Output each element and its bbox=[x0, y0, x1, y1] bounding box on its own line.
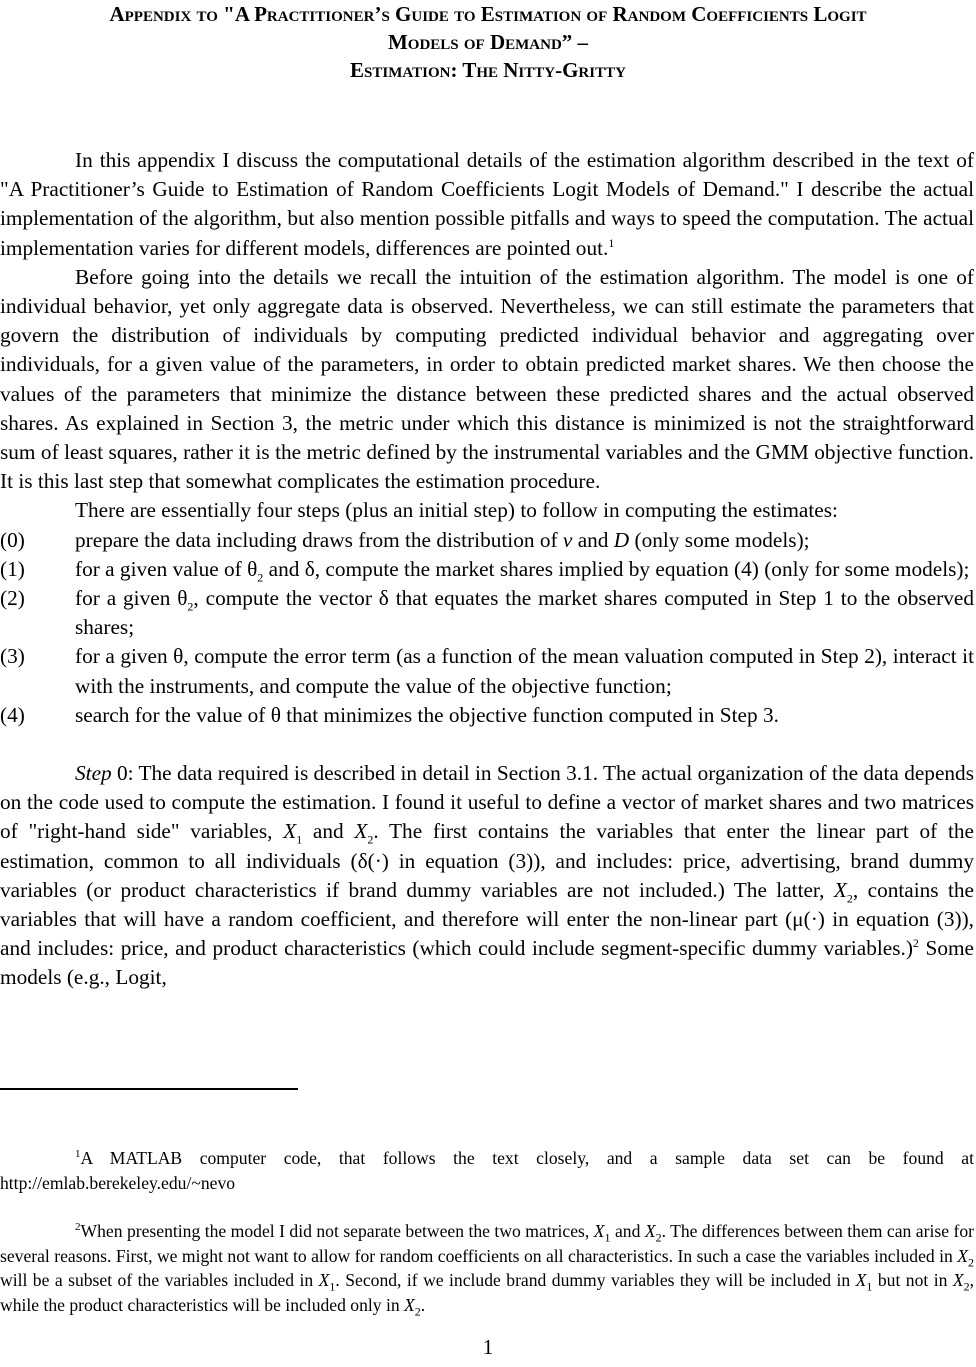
list-item: (4) search for the value of θ that minimizes the objective function computed in Step 3. bbox=[0, 702, 779, 727]
title-line-2: Models of Demand” – bbox=[387, 30, 589, 54]
footnote-ref-2: 2 bbox=[912, 936, 919, 951]
steps-intro: There are essentially four steps (plus an initial step) to follow in computing the estimates: bbox=[75, 498, 838, 523]
steps-list bbox=[0, 526, 974, 730]
list-item: (3) for a given θ, compute the error term (as a function of the mean valuation computed in Step 2), interact it with the instruments, and compute the value of the objective function; bbox=[0, 644, 974, 698]
title-line-1: Appendix to "A Practitioner’s Guide to Estimation of Random Coefficients Logit bbox=[109, 2, 867, 26]
footnote-ref-1: 1 bbox=[608, 235, 615, 250]
step0-paragraph: Step 0: The data required is described in detail in Section 3.1. The actual organization of the data depends on the code used to compute the estimation. I found it useful to define a vector of market shares and two matrices of "right-hand side" variables, $X_1$ and $X_2$. The first contains the variables that enter the linear part of the estimation, common to all individuals (δ(·) in equation (3)), and includes: price, advertising, brand dummy variables (or product characteristics if brand dummy variables are not included.) The latter, $X_2$, contains the variables that will have a random coefficient, and therefore will enter the non-linear part (μ(·) in equation (3)), and includes: price, and product characteristics (which could include segment-specific dummy variables.)$^2$ Some models (e.g., Logit, bbox=[0, 761, 974, 990]
appendix-title bbox=[0, 0, 976, 84]
footnote-1: $^1$A MATLAB computer code, that follows the text closely, and a sample data set can be found at http://emlab.berekeley.edu/~nevo bbox=[0, 1148, 974, 1193]
main-body bbox=[0, 146, 974, 993]
intro-paragraph: In this appendix I discuss the computational details of the estimation algorithm described in the text of "A Practitioner’s Guide to Estimation of Random Coefficients Logit Models of Demand." I describe the actual implementation of the algorithm, but also mention possible pitfalls and ways to speed the computation. The actual implementation varies for different models, differences are pointed out.$^1$ bbox=[0, 148, 974, 260]
intuition-paragraph: Before going into the details we recall the intuition of the estimation algorithm. The model is one of individual behavior, yet only aggregate data is observed. Nevertheless, we can still estimate the parameters that govern the distribution of individuals by computing predicted individual behavior and aggregating over individuals, for a given value of the parameters, in order to obtain predicted market shares. We then choose the values of the parameters that minimize the distance between these predicted shares and the actual observed shares. As explained in Section 3, the metric under which this distance is minimized is not the straightforward sum of least squares, rather it is the metric defined by the instrumental variables and the GMM objective function. It is this last step that somewhat complicates the estimation procedure. bbox=[0, 264, 974, 494]
footnotes bbox=[0, 1146, 974, 1317]
footnote-divider bbox=[0, 1088, 298, 1090]
footnote-2: $^2$When presenting the model I did not separate between the two matrices, $X_1$ and $X_2$. The differences between them can arise for several reasons. First, we might not want to allow for random coefficients on all characteristics. In such a case the variables included in $X_2$ will be a subset of the variables included in $X_1$. Second, if we include brand dummy variables they will be included in $X_1$ but not in $X_2$, while the product characteristics will be included only in $X_2$. bbox=[0, 1221, 974, 1319]
list-item: (1) for a given value of $\theta_2$ and δ, compute the market shares implied by equation (4) (only for some models); bbox=[0, 556, 970, 585]
list-item: (2) for a given $\theta_2$, compute the vector δ that equates the market shares computed in Step 1 to the observed shares; bbox=[0, 586, 974, 640]
list-item: (0) prepare the data including draws from the distribution of v and D (only some models); bbox=[0, 527, 810, 552]
page-number: 1 bbox=[482, 1335, 494, 1359]
title-line-3: Estimation: The Nitty-Gritty bbox=[350, 58, 626, 82]
